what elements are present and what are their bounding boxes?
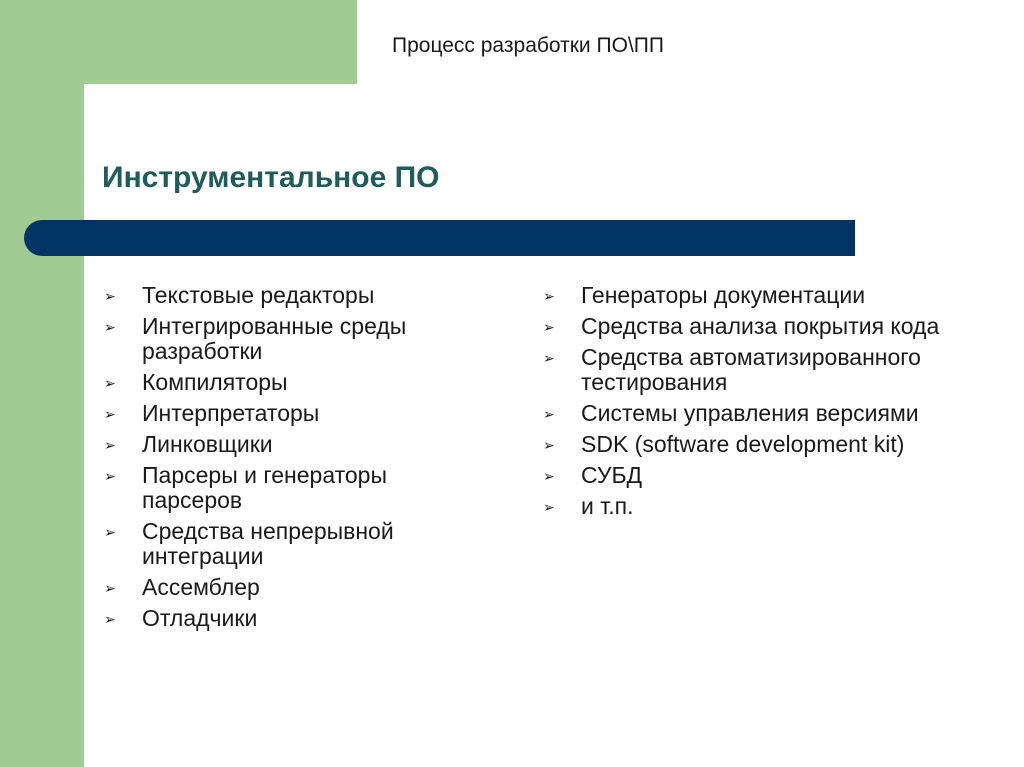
list-item-text: СУБД xyxy=(581,462,643,488)
list-item xyxy=(543,345,983,395)
list-item xyxy=(104,606,474,631)
list-item xyxy=(543,401,983,426)
list-item-text: Ассемблер xyxy=(142,574,260,600)
list-item-text: и т.п. xyxy=(581,493,634,519)
list-item-text: Интегрированные среды разработки xyxy=(142,313,407,364)
arrow-bullet-icon: ➢ xyxy=(543,288,555,304)
list-item-text: Средства непрерывной интеграции xyxy=(142,518,394,569)
arrow-bullet-icon: ➢ xyxy=(104,468,116,484)
arrow-bullet-icon: ➢ xyxy=(543,350,555,366)
list-item xyxy=(543,463,983,488)
list-item-text: Отладчики xyxy=(142,605,258,631)
arrow-bullet-icon: ➢ xyxy=(104,580,116,596)
list-item xyxy=(104,283,474,308)
list-item-text: Системы управления версиями xyxy=(581,400,919,426)
arrow-bullet-icon: ➢ xyxy=(543,499,555,515)
arrow-bullet-icon: ➢ xyxy=(104,319,116,335)
green-band-left xyxy=(0,0,84,767)
list-item-text: Текстовые редакторы xyxy=(142,282,375,308)
right-bullet-list xyxy=(543,283,983,525)
list-item xyxy=(543,283,983,308)
arrow-bullet-icon: ➢ xyxy=(104,437,116,453)
arrow-bullet-icon: ➢ xyxy=(543,406,555,422)
list-item xyxy=(104,463,474,513)
list-item xyxy=(104,314,474,364)
list-item-text: Генераторы документации xyxy=(581,282,866,308)
arrow-bullet-icon: ➢ xyxy=(543,319,555,335)
list-item-text: Парсеры и генераторы парсеров xyxy=(142,462,387,513)
list-item xyxy=(543,494,983,519)
arrow-bullet-icon: ➢ xyxy=(543,468,555,484)
list-item xyxy=(104,519,474,569)
arrow-bullet-icon: ➢ xyxy=(104,524,116,540)
list-item-text: Линковщики xyxy=(142,431,273,457)
list-item xyxy=(104,401,474,426)
slide-title: Инструментальное ПО xyxy=(102,161,440,194)
left-bullet-list xyxy=(104,283,474,637)
list-item-text: SDK (software development kit) xyxy=(581,431,905,457)
list-item xyxy=(543,432,983,457)
list-item-text: Средства автоматизированного тестирования xyxy=(581,344,921,395)
arrow-bullet-icon: ➢ xyxy=(104,611,116,627)
list-item xyxy=(543,314,983,339)
arrow-bullet-icon: ➢ xyxy=(104,375,116,391)
title-divider-bar xyxy=(24,220,855,256)
arrow-bullet-icon: ➢ xyxy=(543,437,555,453)
list-item-text: Средства анализа покрытия кода xyxy=(581,313,940,339)
list-item xyxy=(104,432,474,457)
arrow-bullet-icon: ➢ xyxy=(104,406,116,422)
list-item xyxy=(104,370,474,395)
arrow-bullet-icon: ➢ xyxy=(104,288,116,304)
slide-header: Процесс разработки ПО\ПП xyxy=(392,34,664,57)
list-item xyxy=(104,575,474,600)
list-item-text: Интерпретаторы xyxy=(142,400,320,426)
list-item-text: Компиляторы xyxy=(142,369,288,395)
